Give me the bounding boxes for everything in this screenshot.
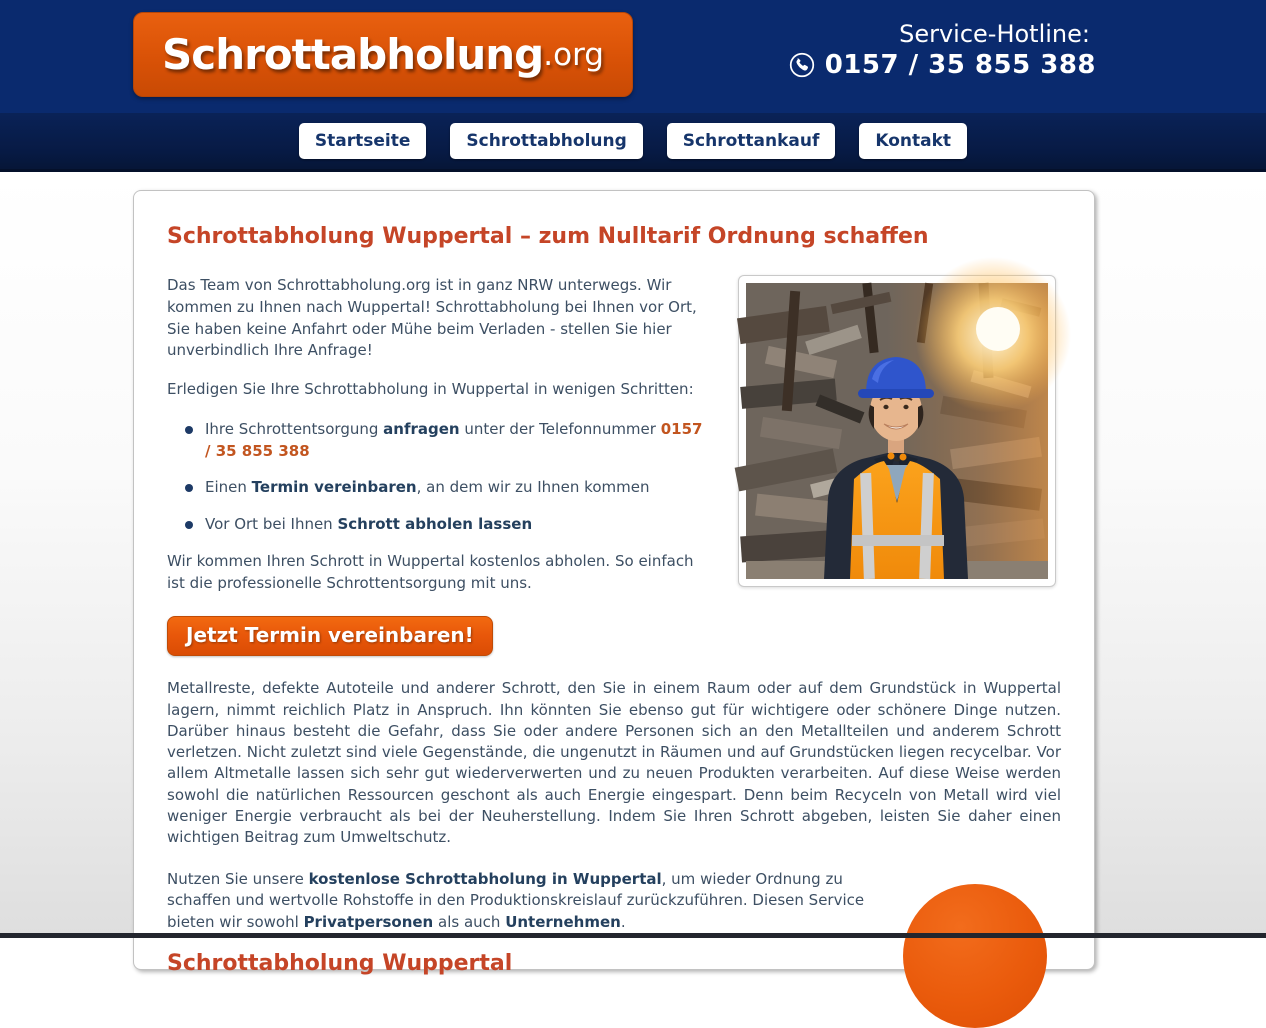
body-paragraph: Metallreste, defekte Autoteile und anderer Schrott, den Sie in einem Raum oder auf dem Grundstück in Wuppertal lagern, nimmt reichlich Platz in Anspruch. Ihn könnten Sie ebenso gut für wichtigere oder schönere Dinge nutzen. Darüber hinaus besteht die Gefahr, dass Sie oder andere Personen sich an den Metallteilen und anderem Schrott verletzen. Nicht zuletzt sind viele Gegenstände, die ungenutzt in Räumen und auf Grundstücken liegen recycelbar. Vor allem Altmetalle lassen sich sehr gut wiederverwerten und zu neuen Produkten verarbeiten. Auf diese Weise werden sowohl die natürlichen Ressourcen geschont als auch Energie eingespart. Denn beim Recyceln von Metall wird viel weniger Energie verbraucht als bei der Neuherstellung. Indem Sie Ihren Schrott abgeben, leisten Sie daher einen wichtigen Beitrag zum Umweltschutz. bbox=[167, 679, 1061, 847]
closing-paragraph: Nutzen Sie unsere kostenlose Schrottabholung in Wuppertal, um wieder Ordnung zu schaffen und wertvolle Rohstoffe in den Produktionskreislauf zurückzuführen. Diesen Service bieten wir sowohl Privatpersonen als auch Unternehmen. bbox=[167, 869, 865, 932]
list-item bbox=[185, 419, 712, 463]
nav-item-startseite[interactable]: Startseite bbox=[299, 123, 426, 159]
list-item bbox=[185, 514, 712, 536]
phone-icon bbox=[789, 52, 815, 78]
partially-visible-heading: Schrottabholung Wuppertal bbox=[167, 950, 513, 976]
list-item-text: Einen Termin vereinbaren, an dem wir zu Ihnen kommen bbox=[205, 478, 650, 497]
site-logo[interactable] bbox=[133, 12, 633, 97]
main-navigation bbox=[0, 113, 1266, 172]
site-header bbox=[0, 0, 1266, 113]
logo-text: Schrottabholung bbox=[162, 30, 544, 79]
nav-item-schrottankauf[interactable]: Schrottankauf bbox=[667, 123, 836, 159]
bottom-edge-band bbox=[0, 933, 1266, 938]
hotline-label: Service-Hotline: bbox=[899, 20, 1090, 48]
intro-paragraph: Das Team von Schrottabholung.org ist in ganz NRW unterwegs. Wir kommen zu Ihnen nach Wuppertal! Schrottabholung bei Ihnen vor Ort, Sie haben keine Anfahrt oder Mühe beim Verladen - stellen Sie hier unverbindlich Ihre Anfrage! bbox=[167, 276, 697, 360]
summary-paragraph: Wir kommen Ihren Schrott in Wuppertal kostenlos abholen. So einfach ist die professionelle Schrottentsorgung mit uns. bbox=[167, 551, 694, 592]
page-title: Schrottabholung Wuppertal – zum Nulltarif Ordnung schaffen bbox=[167, 224, 929, 249]
bullet-icon bbox=[185, 484, 193, 492]
list-item-text: Vor Ort bei Ihnen Schrott abholen lassen bbox=[205, 515, 533, 533]
nav-item-kontakt[interactable]: Kontakt bbox=[859, 123, 967, 159]
phone-number-link[interactable]: 0157 / 35 855 388 bbox=[205, 419, 703, 460]
service-hotline bbox=[789, 20, 1096, 80]
bullet-icon bbox=[185, 521, 193, 529]
hotline-number[interactable]: 0157 / 35 855 388 bbox=[824, 50, 1096, 80]
page-background bbox=[0, 172, 1266, 976]
list-item-text: Ihre Schrottentsorgung anfragen unter der Telefonnummer 0157 / 35 855 388 bbox=[205, 419, 703, 460]
worker-scrapyard-illustration bbox=[746, 283, 1048, 579]
nav-item-schrottabholung[interactable]: Schrottabholung bbox=[450, 123, 642, 159]
floating-contact-bubble[interactable] bbox=[903, 884, 1047, 1028]
appointment-cta-button[interactable]: Jetzt Termin vereinbaren! bbox=[167, 616, 493, 656]
bullet-icon bbox=[185, 426, 193, 434]
steps-list bbox=[185, 419, 712, 536]
logo-suffix-text: .org bbox=[543, 36, 604, 73]
worker-scrapyard-photo bbox=[738, 275, 1056, 587]
content-card bbox=[133, 190, 1095, 976]
list-item bbox=[185, 477, 712, 499]
steps-intro-paragraph: Erledigen Sie Ihre Schrottabholung in Wuppertal in wenigen Schritten: bbox=[167, 380, 694, 398]
intro-column bbox=[167, 275, 712, 656]
